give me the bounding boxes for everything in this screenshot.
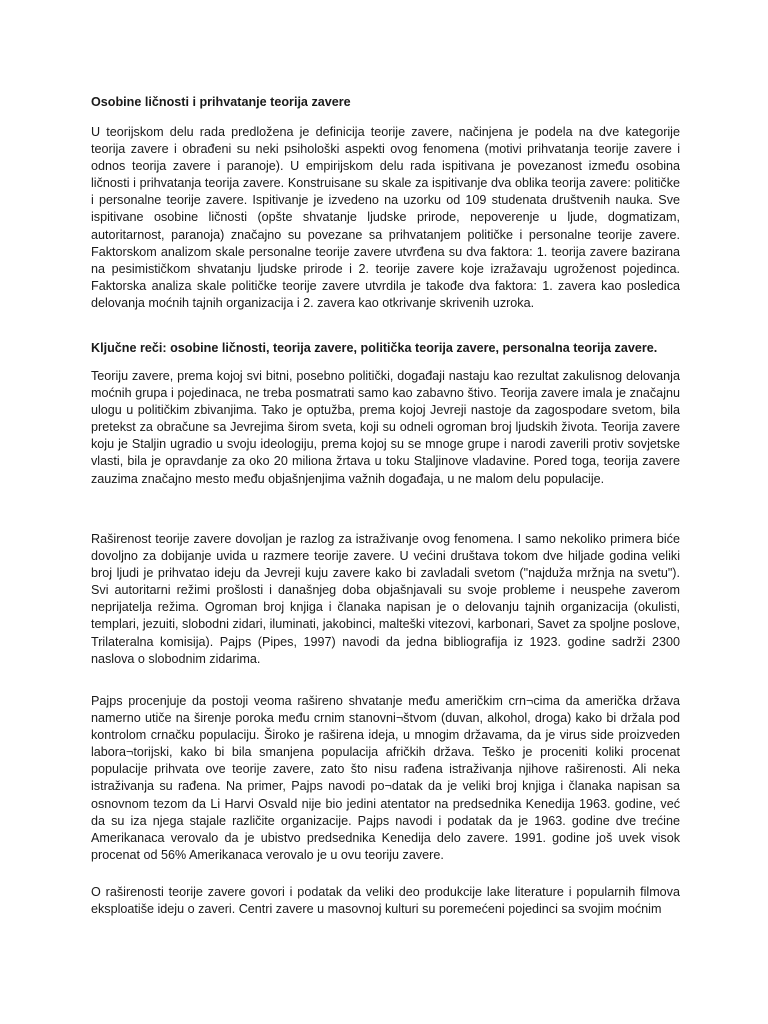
body-paragraph-1: Teoriju zavere, prema kojoj svi bitni, posebno politički, događaji nastaju kao rezultat zakulisnog delovanja moćnih grupa i pojedinaca, ne treba posmatrati samo kao zabavno štivo. Teorija zavere imala je značajnu ulogu u političkim zbivanjima. Tako je optužba, prema kojoj Jevreji nastoje da zagospodare svetom, bila pretekst za obračune sa Jevrejima širom sveta, koji su odneli ogroman broj ljudskih života. Teorija zavere koju je Staljin ugradio u svoju ideologiju, prema kojoj su se mnoge grupe i narodi zaverili protiv sovjetske vlasti, bila je opravdanje za oko 20 miliona žrtava u toku Staljinove vladavine. Pored toga, teorija zavere zauzima značajno mesto među objašnjenjima važnih događaja, u ne malom delu populacije.	[91, 369, 680, 486]
abstract-paragraph: U teorijskom delu rada predložena je definicija teorije zavere, načinjena je podela na dve kategorije teorija zavere i obrađeni su neki psihološki aspekti ovog fenomena (motivi prihvatanja teorije zavere i odnos teorija zavere i paranoje). U empirijskom delu rada ispitivana je povezanost između osobina ličnosti i prihvatanja teorija zavere. Konstruisane su skale za ispitivanje dva oblika teorija zavere: političke i personalne teorije zavere. Ispitivanje je izvedeno na uzorku od 109 studenata društvenih nauka. Sve ispitivane osobine ličnosti (opšte shvatanje ljudske prirode, nepoverenje u ljude, dogmatizam, autoritarnost, paranoja) značajno su povezane sa prihvatanjem političke i personalne teorije zavere. Faktorskom analizom skale personalne teorije zavere utvrđena su dva faktora: 1. teorija zavere bazirana na pesimističkom shvatanju ljudske prirode i 2. teorije zavere koje izražavaju ugroženost pojedinca. Faktorska analiza skale političke teorije zavere utvrdila je takođe dva faktora: 1. zavera kao posledica delovanja moćnih tajnih organizacija i 2. zavera kao otkrivanje skrivenih uzroka.	[91, 125, 680, 310]
body-paragraph-4: O raširenosti teorije zavere govori i podatak da veliki deo produkcije lake literature i popularnih filmova eksploatiše ideju o zaveri. Centri zavere u masovnoj kulturi su poremećeni pojedinci sa svojim moćnim	[91, 885, 680, 917]
body-paragraph-3: Pajps procenjuje da postoji veoma rašireno shvatanje među američkim crn¬cima da američka država namerno utiče na širenje poroka među crnim stanovni¬štvom (duvan, alkohol, droga) kako bi držala pod kontrolom crnačku populaciju. Široko je raširena ideja, u mnogim državama, da je virus side proizveden labora¬torijski, kako bi bila smanjena populacija afričkih država. Teško je proceniti koliki procenat populacije prihvata ove teorije zavere, zato što nisu rađena istraživanja njihove raširenosti. Ali neka istraživanja su rađena. Na primer, Pajps navodi po¬datak da je veliki broj knjiga i članaka napisan sa osnovnom tezom da Li Harvi Osvald nije bio jedini atentator na predsednika Kenedija 1963. godine, već da su iza njega stajale različite organizacije. Pajps navodi i podatak da je 1963. godine dve trećine Amerikanaca verovalo da je ubistvo predsednika Kenedija delo zavere. 1991. godine još uvek visok procenat od 56% Amerikanaca verovalo je u ovu teoriju zavere.	[91, 694, 680, 862]
body-paragraph-2: Raširenost teorije zavere dovoljan je razlog za istraživanje ovog fenomena. I samo nekoliko primera biće dovoljno za dobijanje uvida u razmere teorije zavere. U većini društava tokom dve hiljade godina veliki broj ljudi je prihvatao ideju da Jevreji kuju zavere kako bi zavladali svetom ("najduža mržnja na svetu"). Svi autoritarni režimi prošlosti i današnjeg doba objašnjavali su svoje probleme i neuspehe zaverom neprijatelja režima. Ogroman broj knjiga i članaka napisan je o delovanju tajnih organizacija (okulisti, templari, jezuiti, slobodni zidari, iluminati, jakobinci, malteški vitezovi, karbonari, Savet za spoljne poslove, Trilateralna komisija). Pajps (Pipes, 1997) navodi da jedna bibliografija iz 1923. godine sadrži 2300 naslova o slobodnim zidarima.	[91, 532, 680, 666]
keywords-line: Ključne reči: osobine ličnosti, teorija zavere, politička teorija zavere, personalna teorija zavere.	[91, 341, 658, 355]
document-title: Osobine ličnosti i prihvatanje teorija zavere	[91, 95, 351, 109]
